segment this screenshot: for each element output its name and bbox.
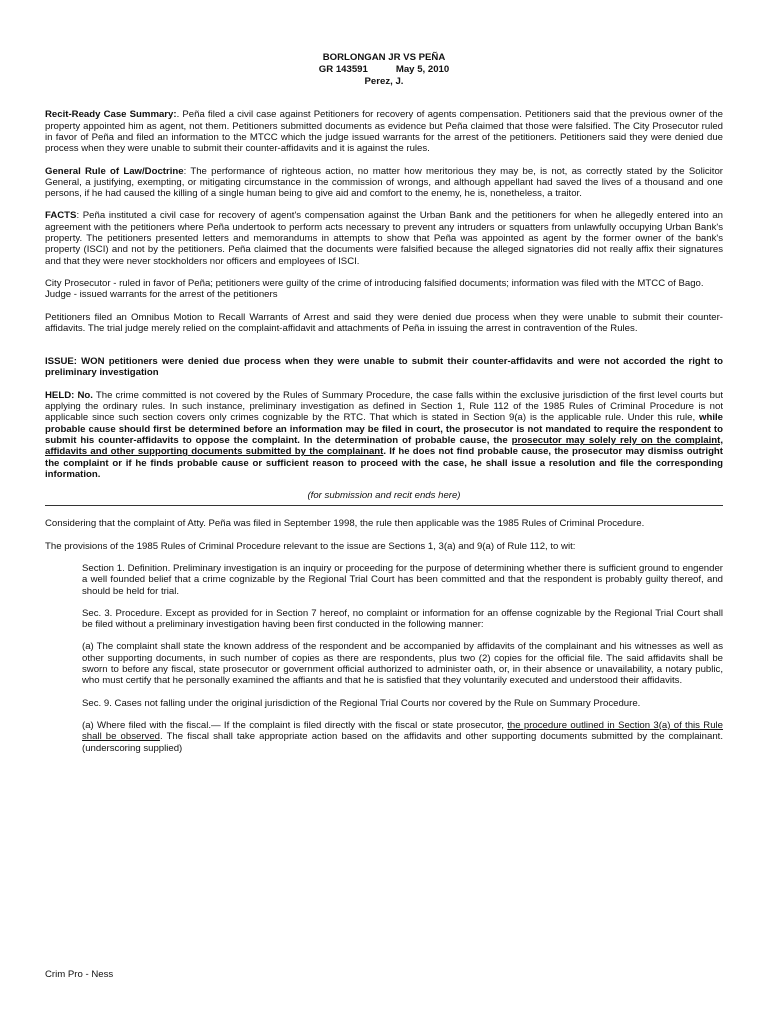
omnibus-paragraph: Petitioners filed an Omnibus Motion to Recall Warrants of Arrest and said they were denied due process when they were unable to submit their counter-affidavits. The trial judge merely relied on the complaint-affidavit and attachments of Peña in issuing the arrest in contravention of the Rules. bbox=[45, 311, 723, 334]
document-page bbox=[45, 52, 723, 754]
section-1: Section 1. Definition. Preliminary investigation is an inquiry or proceeding for the purpose of determining whether there is sufficient ground to engender a well founded belief that a crime cognizable by the Regional Trial Court has been committed and that the respondent is probably guilty thereof, and should be held for trial. bbox=[82, 563, 723, 597]
summary-text: . Peña filed a civil case against Petitioners for recovery of agents compensation. Petitioners said that the previous owner of the property appointed him as agent, not them. Petitioners submitted documents as evidence but Peña claimed that those were falsified. The City Prosecutor ruled in favor of Peña and filed an information to the MTCC which the judge issued warrants for the arrest of the petitioners. Petitioners said they were denied due process when they were unable to submit their counter-affidavits and it is against the rules. bbox=[45, 109, 723, 155]
case-gr-line bbox=[45, 64, 723, 76]
doctrine-paragraph bbox=[45, 166, 723, 200]
quoted-rules bbox=[82, 563, 723, 754]
held-bold-2: . If he does not find probable cause, the prosecutor may dismiss outright the complaint or if he finds probable cause or sufficient reason to proceed with the case, he shall issue a resolution and file the corresponding information. bbox=[45, 446, 723, 480]
recit-end-note: (for submission and recit ends here) bbox=[307, 490, 461, 502]
ponente: Perez, J. bbox=[364, 75, 404, 87]
section-3: Sec. 3. Procedure. Except as provided for in Section 7 hereof, no complaint or information for an offense cognizable by the Regional Trial Court shall be filed without a preliminary investigation having been first conducted in the following manner: bbox=[82, 607, 723, 631]
decision-date: May 5, 2010 bbox=[395, 63, 450, 75]
case-title: BORLONGAN JR VS PEÑA bbox=[322, 52, 446, 63]
gr-number: GR 143591 bbox=[318, 63, 368, 75]
held-label: HELD bbox=[45, 389, 72, 401]
section-9a-text-end: . The fiscal shall take appropriate action based on the affidavits and other supporting documents submitted by the complainant. (underscoring supplied) bbox=[82, 731, 723, 754]
held-paragraph bbox=[45, 390, 723, 480]
divider-rule bbox=[45, 505, 723, 506]
judge-line: Judge - issued warrants for the arrest of the petitioners bbox=[45, 289, 278, 301]
section-9: Sec. 9. Cases not falling under the original jurisdiction of the Regional Trial Courts nor covered by the Rule on Summary Procedure. bbox=[82, 697, 641, 709]
held-answer: : No. bbox=[71, 389, 93, 401]
summary-label: Recit-Ready Case Summary: bbox=[45, 109, 177, 121]
section-9a-text: (a) Where filed with the fiscal.— If the complaint is filed directly with the fiscal or state prosecutor, bbox=[82, 719, 508, 731]
provisions-paragraph: The provisions of the 1985 Rules of Criminal Procedure relevant to the issue are Sections 1, 3(a) and 9(a) of Rule 112, to wit: bbox=[45, 540, 576, 552]
doctrine-label: General Rule of Law/Doctrine bbox=[45, 165, 184, 177]
city-prosecutor-line: City Prosecutor - ruled in favor of Peña; petitioners were guilty of the crime of introducing falsified documents; information was filed with the MTCC of Bago. bbox=[45, 277, 704, 289]
page-footer: Crim Pro - Ness bbox=[45, 969, 114, 980]
held-bold-1: while probable cause should first be determined before an information may be filed in court, the prosecutor is not mandated to require the respondent to submit his counter-affidavits to oppose the complaint. In the determination of probable cause, the bbox=[45, 412, 723, 446]
held-underlined: prosecutor may solely rely on the complaint, affidavits and other supporting documents submitted by the complainant bbox=[45, 434, 723, 458]
section-3a: (a) The complaint shall state the known address of the respondent and be accompanied by affidavits of the complainant and his witnesses as well as other supporting documents, in such number of copies as there are respondents, plus two (2) copies for the official file. The said affidavits shall be sworn to before any fiscal, state prosecutor or government official authorized to administer oath, or, in their absence or unavailability, a notary public, who must certify that he personally examined the affiants and that he is satisfied that they voluntarily executed and understood their affidavits. bbox=[82, 641, 723, 687]
case-header bbox=[45, 52, 723, 87]
facts-label: FACTS bbox=[45, 210, 77, 222]
facts-paragraph bbox=[45, 210, 723, 266]
section-9a-underlined: the procedure outlined in Section 3(a) of this Rule shall be observed bbox=[82, 719, 724, 743]
issue-paragraph bbox=[45, 356, 723, 379]
section-9a bbox=[82, 720, 723, 754]
summary-paragraph bbox=[45, 109, 723, 154]
doctrine-text: : The performance of righteous action, no matter how meritorious they may be, is not, as correctly stated by the Solicitor General, a justifying, exempting, or mitigating circumstance in the commission of wrongs, and although appellant had saved the lives of a thousand and one persons, if he had caused the killing of a single human being to give aid and comfort to the enemy, he is, nonetheless, a traitor. bbox=[45, 165, 724, 200]
issue-text: ISSUE: WON petitioners were denied due process when they were unable to submit their counter-affidavits and were not accorded the right to preliminary investigation bbox=[45, 356, 723, 379]
considering-paragraph: Considering that the complaint of Atty. Peña was filed in September 1998, the rule then applicable was the 1985 Rules of Criminal Procedure. bbox=[45, 518, 645, 530]
facts-text: : Peña instituted a civil case for recovery of agent's compensation against the Urban Bank and the petitioners for when he allegedly entered into an agreement with the petitioners where Peña undertook to perform acts necessary to prevent any intruders or squatters from unlawfully occupying Urban Bank's property. The petitioners presented letters and memorandums in attempts to show that Peña was appointed as agent by the former owner of the bank's property (ISCI) and not by the petitioners. Peña claimed that the documents were falsified because the alleged signatories did not really affix their signatures and that they were never stockholders nor officers and employees of ISCI. bbox=[45, 210, 723, 267]
held-text: The crime committed is not covered by the Rules of Summary Procedure, the case falls within the exclusive jurisdiction of the first level courts but applying the ordinary rules. In such instance, preliminary investigation as defined in Section 1, Rule 112 of the 1985 Rules of Criminal Procedure is not applicable since such section covers only crimes cognizable by the RTC. That which is stated in Section 9(a) is the applicable rule. Under this rule, bbox=[45, 389, 723, 424]
